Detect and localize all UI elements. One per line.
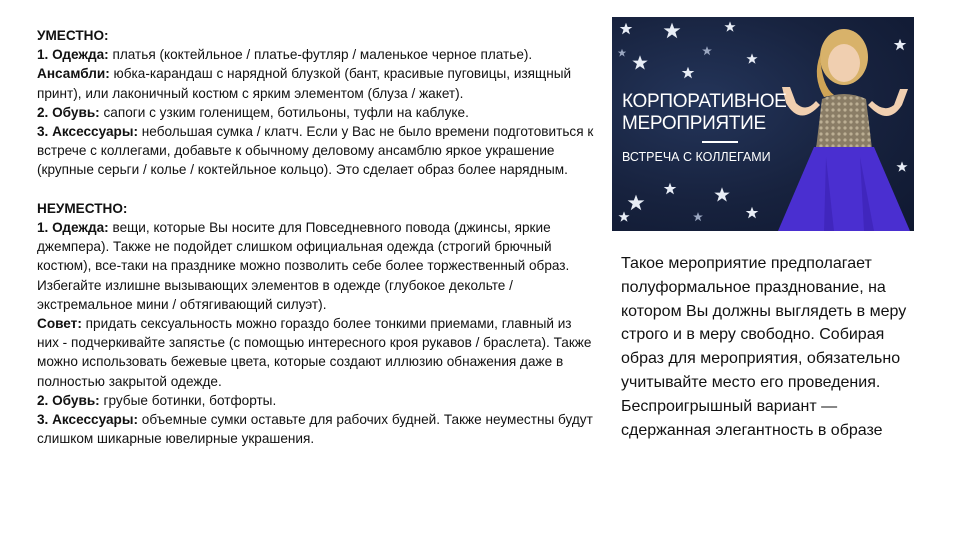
appropriate-shoes	[37, 103, 597, 122]
star-icon	[620, 23, 633, 35]
item-label: Ансамбли:	[37, 66, 110, 82]
summary-text: Такое мероприятие предполагает полуформальное празднование, на котором Вы должны выглядеть в меру строго и в меру свободно. Собирая образ для мероприятия, обязательно учитывайте место его проведения. Беспроигрышный вариант — сдержанная элегантность в образе	[621, 255, 907, 439]
item-label: 1. Одежда:	[37, 47, 109, 63]
star-icon	[693, 212, 703, 221]
star-icon	[628, 195, 645, 211]
banner-subtitle: ВСТРЕЧА С КОЛЛЕГАМИ	[622, 150, 771, 164]
appropriate-clothing	[37, 45, 597, 64]
section-spacer	[37, 180, 597, 199]
inappropriate-clothing	[37, 218, 597, 276]
item-label: 3. Аксессуары:	[37, 124, 138, 140]
inappropriate-advice	[37, 314, 597, 391]
star-icon	[724, 21, 735, 31]
item-text: небольшая сумка / клатч. Если у Вас не было времени подготовиться к встрече с коллегами, добавьте к обычному деловому ансамблю яркое украшение (крупные серьги / колье / коктейльное кольцо). Это сделает образ более нарядным.	[37, 124, 594, 178]
item-text: сапоги с узким голенищем, ботильоны, туфли на каблуке.	[99, 104, 469, 120]
star-icon	[714, 187, 729, 201]
item-text: объемные сумки оставьте для рабочих будней. Также неуместны будут слишком шикарные ювелирные украшения.	[37, 412, 593, 447]
star-icon	[702, 46, 712, 55]
star-icon	[746, 53, 757, 63]
banner-title-line1: КОРПОРАТИВНОЕ	[622, 91, 787, 112]
item-text: придать сексуальность можно гораздо более тонкими приемами, главный из них - подчеркивайте запястье (с помощью интересного кроя рукавов / браслета). Также можно использовать бежевые цвета, которые создают иллюзию обнажения даже в полностью закрытой одежде.	[37, 316, 592, 389]
appropriate-accessories	[37, 122, 597, 180]
inappropriate-shoes	[37, 391, 597, 410]
item-label: Совет:	[37, 316, 82, 332]
banner-text	[622, 91, 792, 165]
item-label: 2. Обувь:	[37, 104, 100, 120]
appropriate-ensembles	[37, 64, 597, 102]
event-banner-image	[612, 17, 914, 231]
star-icon	[618, 211, 629, 221]
inappropriate-accessories	[37, 410, 597, 448]
item-label: 2. Обувь:	[37, 392, 100, 408]
item-label: 3. Аксессуары:	[37, 412, 138, 428]
item-label: 1. Одежда:	[37, 220, 109, 236]
star-icon	[664, 183, 677, 195]
star-icon	[746, 207, 759, 219]
inappropriate-heading: НЕУМЕСТНО:	[37, 200, 128, 216]
item-text: платья (коктейльное / платье-футляр / маленькое черное платье).	[108, 47, 533, 63]
banner-divider	[702, 141, 738, 143]
banner-title-line2: МЕРОПРИЯТИЕ	[622, 113, 766, 134]
guidelines-column	[37, 26, 597, 448]
star-icon	[682, 67, 695, 79]
star-icon	[618, 49, 626, 57]
appropriate-heading: УМЕСТНО:	[37, 28, 109, 43]
item-text: юбка-карандаш с нарядной блузкой (бант, красивые пуговицы, изящный принт), или лаконичный костюм с ярким элементом (блуза / жакет).	[37, 66, 572, 101]
item-text: вещи, которые Вы носите для Повседневного повода (джинсы, яркие джемпера). Также не подойдет слишком официальная одежда (строгий брючный костюм), все-таки на празднике можно позволить себе более торжественный образ.	[37, 220, 570, 274]
inappropriate-avoid: Избегайте излишне вызывающих элементов в одежде (глубокое декольте / экстремальное мини / обтягивающий силуэт).	[37, 277, 513, 312]
star-icon	[632, 55, 647, 69]
star-icon	[664, 23, 681, 39]
item-text: грубые ботинки, ботфорты.	[99, 392, 277, 408]
